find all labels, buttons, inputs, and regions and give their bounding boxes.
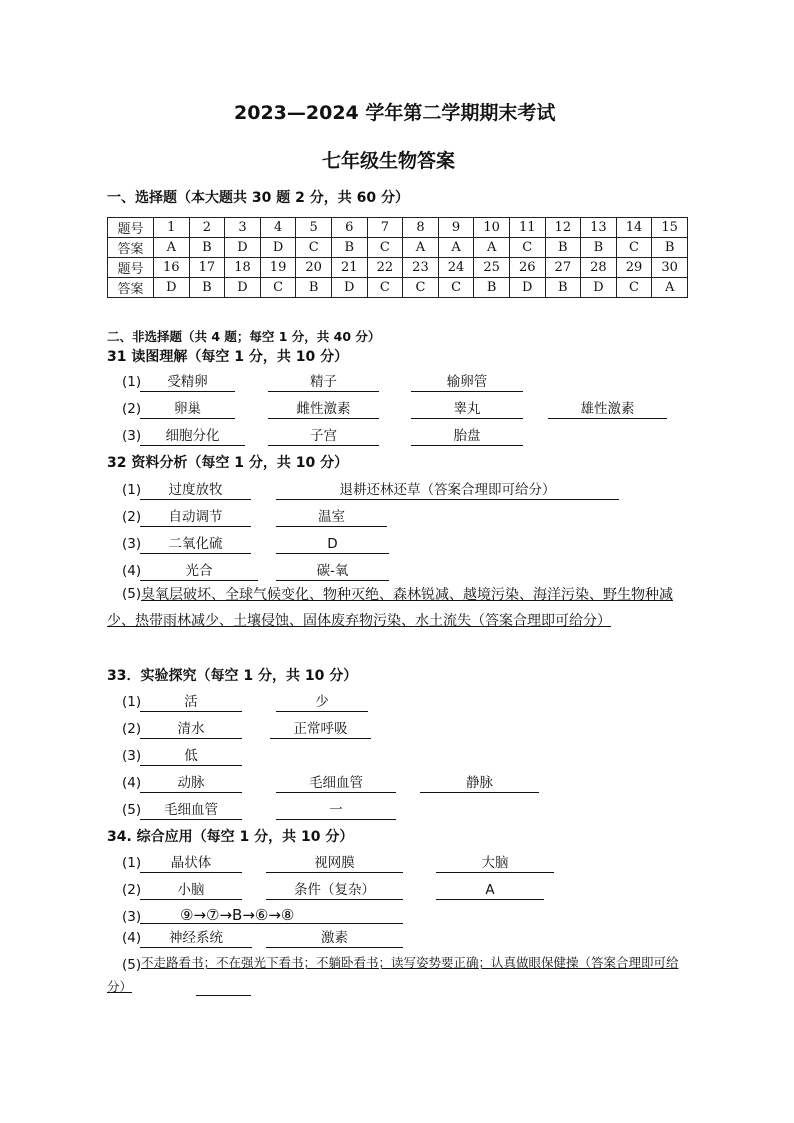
answer-table-cell: 28 (581, 258, 617, 278)
q33-l1-num: (1) (122, 694, 142, 710)
answer-table-row (108, 278, 688, 298)
answer-table-cell: C (509, 238, 545, 258)
answer-table-cell: A (403, 238, 439, 258)
answer-table-cell: 26 (509, 258, 545, 278)
answer-table-cell: A (474, 238, 510, 258)
q34-l2-b: 条件（复杂） (266, 881, 403, 900)
answer-table-cell: C (438, 278, 474, 298)
q32-l5-num: (5) (122, 586, 142, 602)
answer-table-cell: D (154, 278, 190, 298)
answer-table-row (108, 258, 688, 278)
answer-table-cell: B (545, 278, 581, 298)
answer-table-row (108, 218, 688, 238)
q32-l3-num: (3) (122, 536, 142, 552)
answer-table-cell: C (616, 238, 652, 258)
section2-heading: 二、非选择题（共 4 题；每空 1 分，共 40 分） (107, 329, 381, 344)
answer-table-cell: 14 (616, 218, 652, 238)
section1-heading: 一、选择题（本大题共 30 题 2 分，共 60 分） (107, 190, 409, 206)
answer-table-cell: 21 (331, 258, 367, 278)
q33-l5-a: 毛细血管 (140, 801, 242, 820)
q33-l1-b: 少 (276, 693, 368, 712)
answer-table-cell: C (367, 238, 403, 258)
answer-table-cell: 9 (438, 218, 474, 238)
answer-table-cell: A (438, 238, 474, 258)
answer-table-cell: 16 (154, 258, 190, 278)
q33-l2-b: 正常呼吸 (270, 720, 371, 739)
q32-l1-a: 过度放牧 (140, 481, 251, 500)
q34-l1-num: (1) (122, 855, 142, 871)
q34-l2-c: A (436, 881, 544, 900)
q32-l2-num: (2) (122, 509, 142, 525)
q33-l4-c: 静脉 (420, 774, 539, 793)
answer-table-cell: 8 (403, 218, 439, 238)
answer-table-cell: 30 (652, 258, 688, 278)
q33-l4-a: 动脉 (140, 774, 242, 793)
q33-l3-num: (3) (122, 748, 142, 764)
q32-l5-answer (107, 582, 692, 634)
answer-table-cell: 4 (260, 218, 296, 238)
answer-table-cell: 19 (260, 258, 296, 278)
q31-l3-a: 细胞分化 (140, 427, 245, 446)
q33-l2-num: (2) (122, 721, 142, 737)
q34-l5-num: (5) (122, 957, 142, 973)
q32-l4-b: 碳-氧 (276, 562, 389, 581)
answer-table-cell: C (296, 238, 332, 258)
answer-table-cell: 5 (296, 218, 332, 238)
answer-table-cell: B (581, 238, 617, 258)
answer-table-cell: 3 (225, 218, 261, 238)
answer-table-cell: B (652, 238, 688, 258)
answer-table-cell: B (189, 278, 225, 298)
q31-heading: 31 读图理解（每空 1 分，共 10 分） (107, 349, 349, 365)
q34-l5-answer (107, 951, 692, 999)
q34-l2-a: 小脑 (140, 881, 242, 900)
answer-table-cell: B (189, 238, 225, 258)
q34-l2-num: (2) (122, 882, 142, 898)
answer-table-row-header: 题号 (108, 218, 154, 238)
q31-l3-c: 胎盘 (411, 427, 523, 446)
q32-l2-b: 温室 (276, 508, 387, 527)
answer-table-cell: C (367, 278, 403, 298)
q34-l1-c: 大脑 (436, 854, 554, 873)
q34-l3-num: (3) (122, 909, 142, 925)
q31-l3-num: (3) (122, 428, 142, 444)
q33-l5-num: (5) (122, 802, 142, 818)
q34-l4-num: (4) (122, 930, 142, 946)
answer-table-row-header: 题号 (108, 258, 154, 278)
q33-l5-b: 一 (276, 801, 396, 820)
answer-table-cell: 1 (154, 218, 190, 238)
answer-table-cell: 11 (509, 218, 545, 238)
q31-l3-b: 子宫 (268, 427, 379, 446)
q31-l1-c: 输卵管 (411, 373, 523, 392)
q32-l2-a: 自动调节 (140, 508, 251, 527)
q34-l1-a: 晶状体 (140, 854, 242, 873)
answer-table-cell: 24 (438, 258, 474, 278)
q33-l3-a: 低 (140, 747, 242, 766)
answer-table-cell: 10 (474, 218, 510, 238)
answer-table-cell: C (403, 278, 439, 298)
answer-table-cell: B (331, 238, 367, 258)
q33-l2-a: 清水 (140, 720, 242, 739)
q34-heading: 34. 综合应用（每空 1 分，共 10 分） (107, 829, 354, 845)
answer-table-cell: B (474, 278, 510, 298)
answer-table-cell: D (509, 278, 545, 298)
q34-l3-a: ⑨→⑦→B→⑥→⑧ (140, 906, 403, 924)
answer-table-row-header: 答案 (108, 238, 154, 258)
q31-l2-num: (2) (122, 401, 142, 417)
answer-table-cell: D (225, 238, 261, 258)
answer-table-cell: 29 (616, 258, 652, 278)
q32-l3-a: 二氧化硫 (140, 535, 251, 554)
q33-heading: 33．实验探究（每空 1 分，共 10 分） (107, 668, 358, 684)
q32-l1-num: (1) (122, 482, 142, 498)
q31-l1-b: 精子 (268, 373, 379, 392)
answer-table-cell: 17 (189, 258, 225, 278)
answer-table-cell: 22 (367, 258, 403, 278)
q32-l4-a: 光合 (140, 562, 258, 581)
answer-table-cell: A (652, 278, 688, 298)
answer-table-cell: 27 (545, 258, 581, 278)
q34-l5-trailing-line (196, 995, 251, 996)
answer-table-cell: A (154, 238, 190, 258)
answer-table-cell: 15 (652, 218, 688, 238)
answer-table-row (108, 238, 688, 258)
q32-l1-b: 退耕还林还草（答案合理即可给分） (276, 481, 619, 500)
q31-l2-d: 雄性激素 (548, 400, 667, 419)
answer-table-cell: D (331, 278, 367, 298)
answer-table-row-header: 答案 (108, 278, 154, 298)
q31-l2-c: 睾丸 (411, 400, 523, 419)
q32-l5-text: 臭氧层破坏、全球气候变化、物种灭绝、森林锐减、越境污染、海洋污染、野生物种减少、热带雨林减少、土壤侵蚀、固体废弃物污染、水土流失（答案合理即可给分） (107, 587, 673, 629)
answer-table-cell: D (225, 278, 261, 298)
answer-table-cell: 20 (296, 258, 332, 278)
answer-table (107, 217, 688, 298)
answer-table-cell: B (545, 238, 581, 258)
page-title: 2023—2024 学年第二学期期末考试 (234, 102, 556, 124)
answer-table-cell: 23 (403, 258, 439, 278)
q34-l4-a: 神经系统 (140, 929, 252, 948)
q31-l2-b: 雌性激素 (268, 400, 379, 419)
page-subtitle: 七年级生物答案 (322, 150, 456, 172)
answer-table-cell: 2 (189, 218, 225, 238)
q31-l1-num: (1) (122, 374, 142, 390)
answer-table-cell: 12 (545, 218, 581, 238)
q32-l3-b: D (276, 535, 389, 554)
answer-table-cell: 13 (581, 218, 617, 238)
q31-l2-a: 卵巢 (140, 400, 235, 419)
answer-table-cell: 6 (331, 218, 367, 238)
q34-l4-b: 激素 (266, 929, 403, 948)
answer-table-cell: C (616, 278, 652, 298)
q33-l4-num: (4) (122, 775, 142, 791)
q32-heading: 32 资料分析（每空 1 分，共 10 分） (107, 455, 349, 471)
q33-l4-b: 毛细血管 (276, 774, 396, 793)
answer-table-cell: C (260, 278, 296, 298)
answer-table-cell: B (296, 278, 332, 298)
answer-table-cell: 7 (367, 218, 403, 238)
q34-l5-text: 不走路看书；不在强光下看书；不躺卧看书；读写姿势要正确；认真做眼保健操（答案合理即可给分） (107, 955, 679, 994)
answer-table-cell: 25 (474, 258, 510, 278)
answer-table-cell: D (581, 278, 617, 298)
q31-l1-a: 受精卵 (140, 373, 235, 392)
answer-table-cell: 18 (225, 258, 261, 278)
q34-l1-b: 视网膜 (266, 854, 403, 873)
q33-l1-a: 活 (140, 693, 242, 712)
q32-l4-num: (4) (122, 563, 142, 579)
answer-table-cell: D (260, 238, 296, 258)
